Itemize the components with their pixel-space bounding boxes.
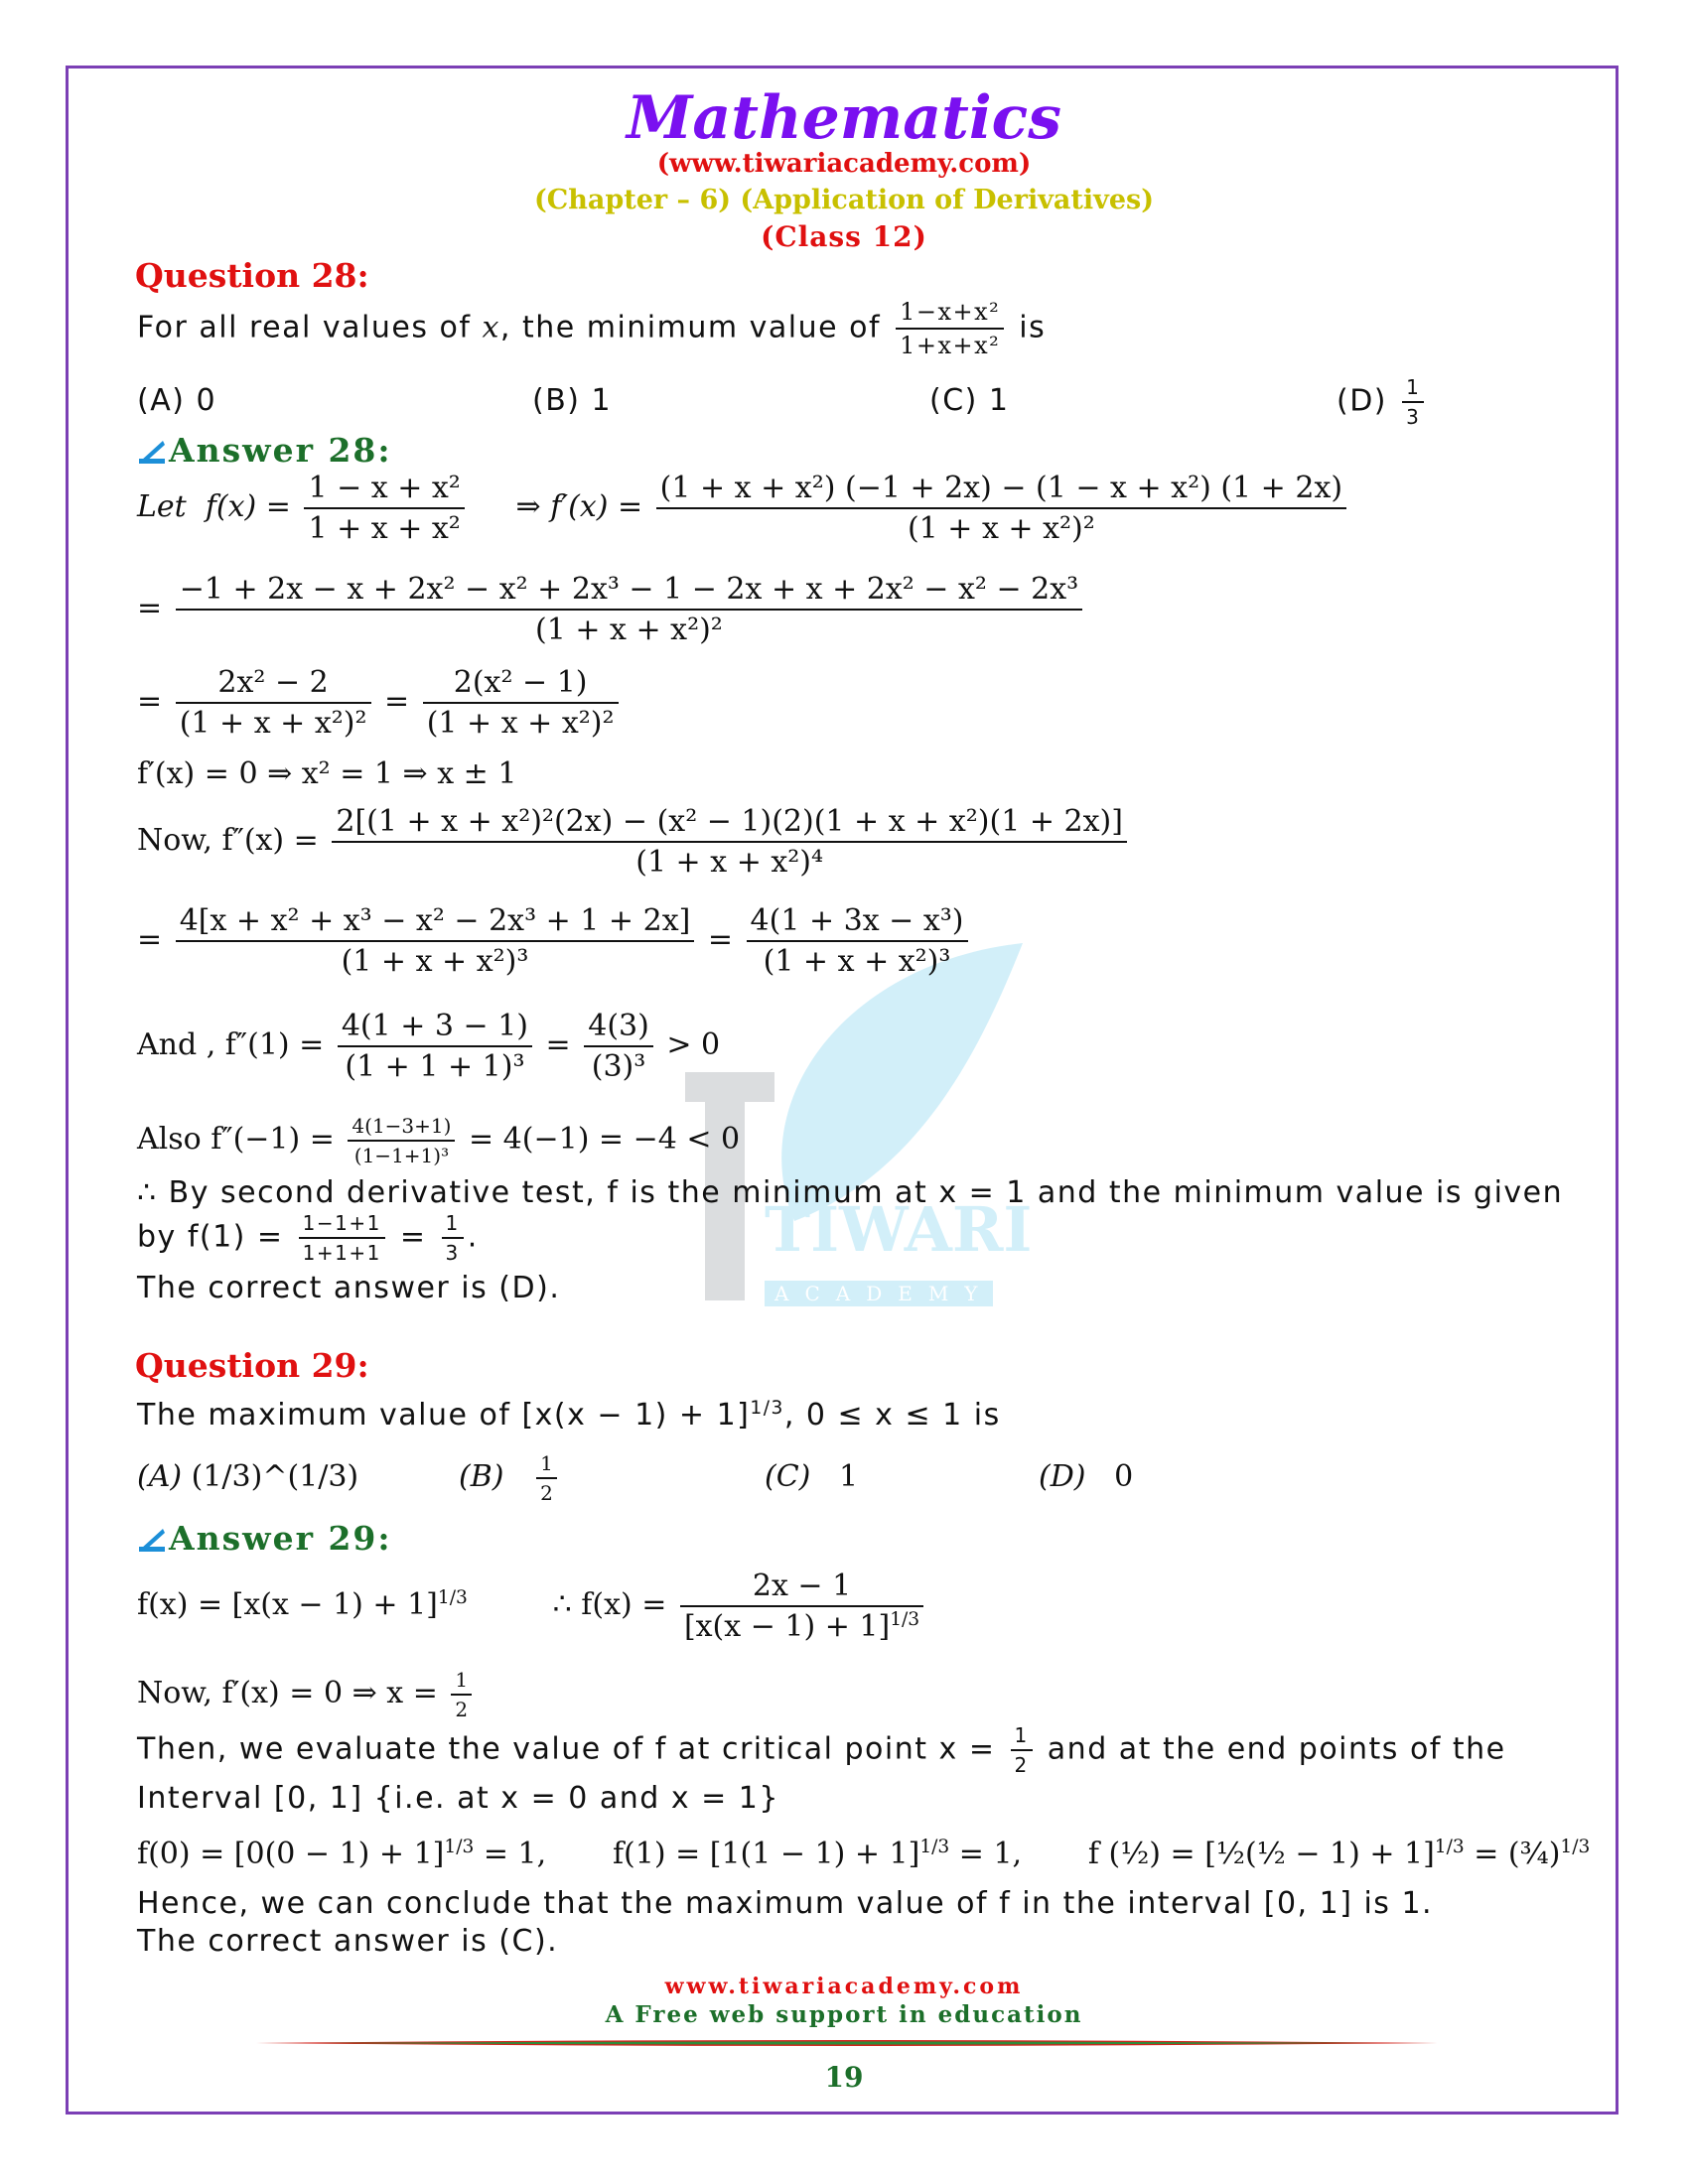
q29-option-d: (D) 0 bbox=[1039, 1459, 1134, 1494]
footer-divider bbox=[256, 2039, 1438, 2047]
pen-logo-icon bbox=[137, 437, 167, 465]
a29-line-2: Now, f′(x) = 0 ⇒ x = $\frac{1}{2}$ bbox=[137, 1668, 476, 1721]
a28-line-3: = $\frac{\text{2x² − 2}}{\text{(1 + x + x²)²}}$ = $\frac{\text{2(x² − 1)}}{\text{(1 + x + x²)²}}$ bbox=[137, 665, 623, 741]
a29-line-3: Then, we evaluate the value of f at critical point x = $\frac{1}{2}$ and at the end points of the bbox=[137, 1723, 1506, 1777]
a29-line-5: $f(0) = [0(0 - 1) + 1]^{1/3} = 1$, $f(1) = [1(1 - 1) + 1]^{1/3} = 1$, f (½) = [½(½ − 1) + 1]$^{1/3}$ = (¾)$^{1/3}$ bbox=[137, 1837, 1591, 1871]
header-site-link[interactable]: (www.tiwariacademy.com) bbox=[656, 149, 1032, 179]
q29-option-b: (B) $\frac{1}{2}$ bbox=[459, 1451, 561, 1505]
a28-line-2: = $\frac{\text{−1 + 2x − x + 2x² − x² + 2x³ − 1 − 2x + x + 2x² − x² − 2x³}}{\text{(1 + x + x²)²}}$ bbox=[137, 572, 1086, 647]
a28-line-8: Also f″(−1) = $\frac{4(1-3+1)}{\text{(1−1+1)³}}$ = 4(−1) = −4 < 0 bbox=[137, 1114, 741, 1167]
watermark-sub: ACADEMY bbox=[774, 1282, 994, 1305]
a29-line-7: The correct answer is (C). bbox=[137, 1924, 559, 1959]
page-title: Mathematics bbox=[627, 83, 1061, 153]
q29-option-c: (C) 1 bbox=[765, 1459, 859, 1494]
watermark-brand: TIWARI bbox=[765, 1193, 1033, 1266]
q28-option-a: (A) 0 bbox=[137, 383, 217, 418]
question-28-text: For all real values of x, the minimum value of $\frac{\text{1−x+x²}}{\text{1+x+x²}}$ is bbox=[137, 298, 1047, 359]
a28-line-9: ∴ By second derivative test, f is the minimum at x = 1 and the minimum value is given bbox=[137, 1175, 1564, 1210]
q28-option-c: (C) 1 bbox=[929, 383, 1010, 418]
a28-line-10: by f(1) = $\frac{1-1+1}{1+1+1}$ = $\frac{1}{3}$ . bbox=[137, 1211, 479, 1265]
header-chapter: (Chapter – 6) (Application of Derivatives) bbox=[534, 185, 1154, 215]
a28-line-11: The correct answer is (D). bbox=[137, 1271, 561, 1305]
q28-option-d: (D) $\frac{1}{3}$ bbox=[1336, 375, 1428, 429]
question-29-text: The maximum value of $[x(x - 1) + 1]^{1/3}$, 0 ≤ x ≤ 1 is bbox=[137, 1398, 1001, 1433]
q28-option-b: (B) 1 bbox=[532, 383, 613, 418]
a28-line-4: f′(x) = 0 ⇒ x² = 1 ⇒ x ± 1 bbox=[137, 756, 517, 791]
a29-line-6: Hence, we can conclude that the maximum value of f in the interval [0, 1] is 1. bbox=[137, 1886, 1434, 1921]
answer-29-heading: Answer 29: bbox=[137, 1519, 392, 1558]
a28-line-6: = $\frac{\text{4[x + x² + x³ − x² − 2x³ + 1 + 2x]}}{\text{(1 + x + x²)³}}$ = $\frac{\text{4(1 + 3x − x³)}}{\text{(1 + x + x²)³}}$ bbox=[137, 903, 972, 979]
footer-site-link[interactable]: www.tiwariacademy.com bbox=[664, 1974, 1024, 1999]
a28-line-1: Let f(x) = $\frac{\text{1 − x + x²}}{\text{1 + x + x²}}$ ⇒ f′(x) = $\frac{\text{(1 + x + x²) (−1 + 2x) − (1 − x + x²) (1 + 2x)}}{\text{(1 + x + x²)²}}$ bbox=[137, 471, 1350, 546]
tiwari-academy-watermark bbox=[685, 923, 1062, 1320]
question-29-heading: Question 29: bbox=[135, 1346, 369, 1385]
a28-line-5: Now, f″(x) = $\frac{\text{2[(1 + x + x²)²(2x) − (x² − 1)(2)(1 + x + x²)(1 + 2x)]}}{\text{(1 + x + x²)⁴}}$ bbox=[137, 804, 1131, 880]
question-28-heading: Question 28: bbox=[135, 256, 369, 295]
page-number: 19 bbox=[824, 2061, 864, 2094]
a29-line-4: Interval [0, 1] {i.e. at x = 0 and x = 1} bbox=[137, 1781, 779, 1816]
a29-line-1: $f(x) = [x(x - 1) + 1]^{1/3}$ ∴ f(x) = $\frac{2x - 1}{[x(x - 1) + 1]^{1/3}}$ bbox=[137, 1569, 927, 1644]
a28-line-7: And , f″(1) = $\frac{4(1 + 3 - 1)}{\text{(1 + 1 + 1)³}}$ = $\frac{4(3)}{\text{(3)³}}$ > 0 bbox=[137, 1009, 721, 1084]
pen-logo-icon bbox=[137, 1525, 167, 1553]
answer-28-heading: Answer 28: bbox=[137, 431, 392, 470]
header-class: (Class 12) bbox=[761, 220, 927, 253]
footer-tagline: A Free web support in education bbox=[605, 2001, 1083, 2028]
q29-option-a: (A) (1/3)^(1/3) bbox=[137, 1459, 359, 1494]
